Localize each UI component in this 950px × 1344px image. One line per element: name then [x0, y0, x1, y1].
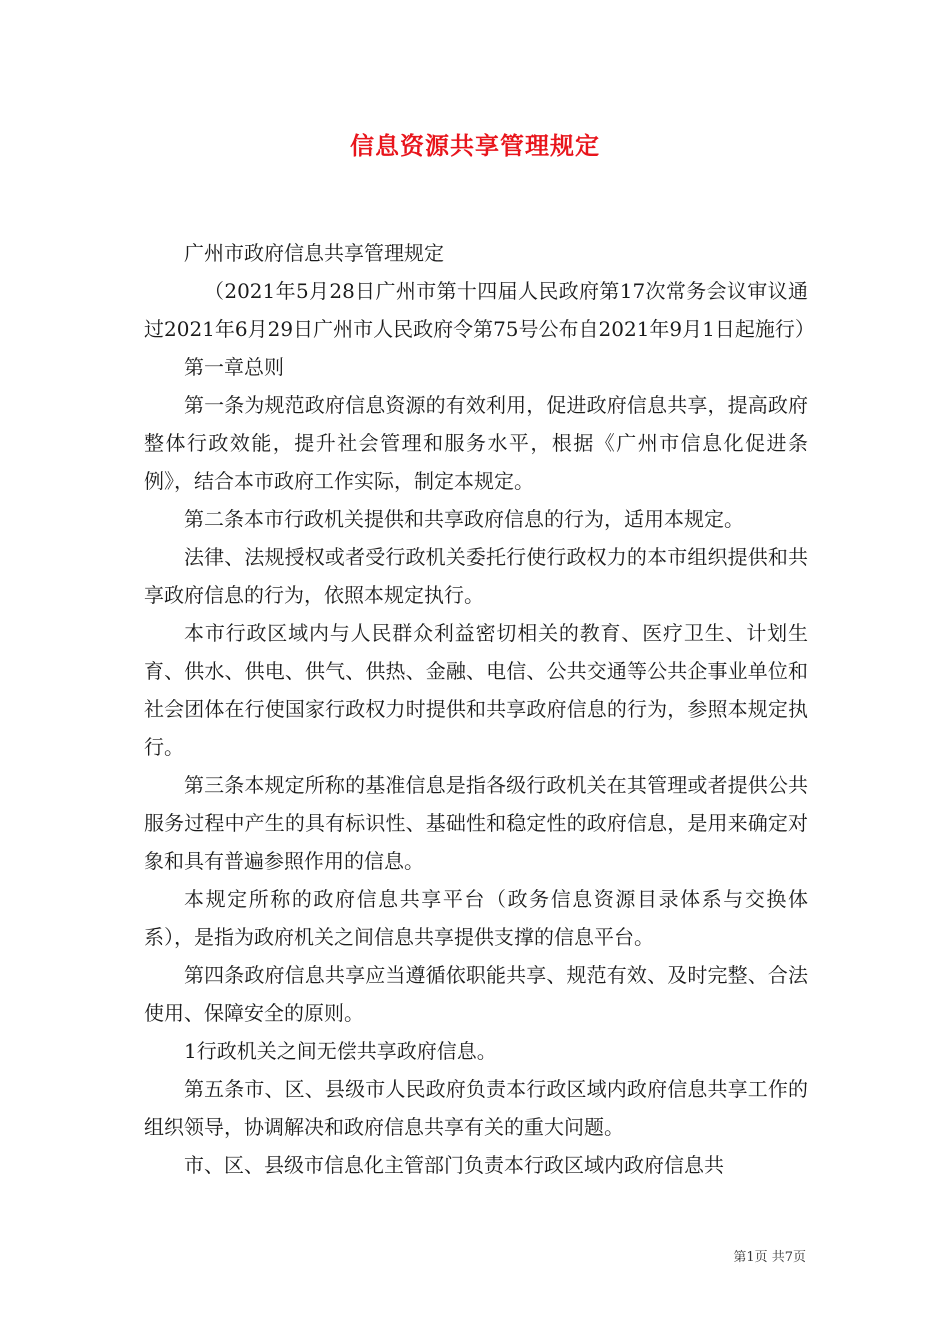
paragraph-article-2-clause-3: 本市行政区域内与人民群众利益密切相关的教育、医疗卫生、计划生育、供水、供电、供气、供热、金融、电信、公共交通等公共企事业单位和社会团体在行使国家行政权力时提供和共享政府信息的行为，参照本规定执行。: [144, 621, 808, 759]
document-body: [144, 234, 815, 1184]
paragraph-article-5-clause-2: 市、区、县级市信息化主管部门负责本行政区域内政府信息共: [184, 1153, 724, 1177]
paragraph-article-3-clause-2: 本规定所称的政府信息共享平台（政务信息资源目录体系与交换体系），是指为政府机关之间信息共享提供支撑的信息平台。: [144, 887, 808, 949]
page-number: 第1页 共7页: [733, 1250, 806, 1265]
paragraph-article-2: 第二条本市行政机关提供和共享政府信息的行为，适用本规定。: [184, 507, 744, 531]
paragraph-chapter-heading: 第一章总则: [184, 355, 284, 379]
paragraph-regulation-name: 广州市政府信息共享管理规定: [184, 241, 444, 265]
document-title: 信息资源共享管理规定: [350, 131, 600, 160]
paragraph-article-4: 第四条政府信息共享应当遵循依职能共享、规范有效、及时完整、合法使用、保障安全的原则。: [144, 963, 808, 1025]
paragraph-article-4-clause-1: 1行政机关之间无偿共享政府信息。: [184, 1039, 497, 1063]
paragraph-article-5: 第五条市、区、县级市人民政府负责本行政区域内政府信息共享工作的组织领导，协调解决和政府信息共享有关的重大问题。: [144, 1077, 808, 1139]
paragraph-article-3: 第三条本规定所称的基准信息是指各级行政机关在其管理或者提供公共服务过程中产生的具有标识性、基础性和稳定性的政府信息，是用来确定对象和具有普遍参照作用的信息。: [144, 773, 808, 873]
paragraph-enactment-note: （2021年5月28日广州市第十四届人民政府第17次常务会议审议通过2021年6月29日广州市人民政府令第75号公布自2021年9月1日起施行）: [144, 279, 815, 341]
paragraph-article-1: 第一条为规范政府信息资源的有效利用，促进政府信息共享，提高政府整体行政效能，提升社会管理和服务水平，根据《广州市信息化促进条例》，结合本市政府工作实际，制定本规定。: [144, 393, 808, 493]
paragraph-article-2-clause-2: 法律、法规授权或者受行政机关委托行使行政权力的本市组织提供和共享政府信息的行为，依照本规定执行。: [144, 545, 808, 607]
